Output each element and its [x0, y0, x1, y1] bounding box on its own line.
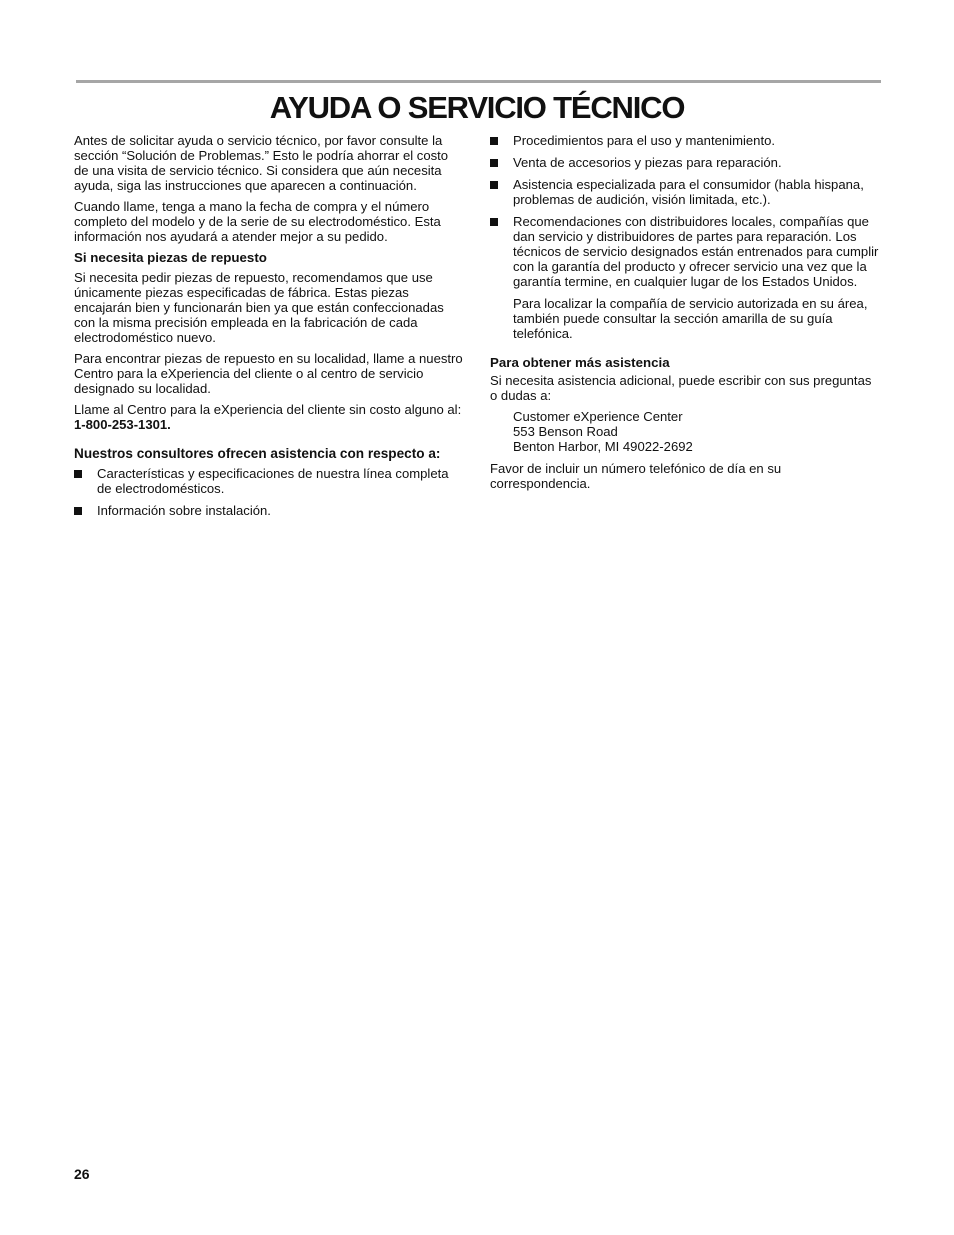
- list-item: [490, 155, 882, 170]
- intro-paragraph-2: Cuando llame, tenga a mano la fecha de compra y el número completo del modelo y de la serie de su electrodoméstico. Esta información nos ayudará a atender mejor a su pedido.: [74, 199, 441, 244]
- consult-list-left: [74, 466, 466, 518]
- header-rule: [76, 80, 881, 83]
- call-paragraph: [74, 402, 466, 432]
- consult-list-right: [490, 133, 882, 289]
- parts-heading: Si necesita piezas de repuesto: [74, 250, 267, 265]
- address-line-1: Customer eXperience Center: [513, 409, 683, 424]
- call-text: Llame al Centro para la eXperiencia del cliente sin costo alguno al:: [74, 402, 462, 417]
- bullet-square-icon: [74, 507, 82, 515]
- list-item: [490, 177, 882, 207]
- parts-paragraph-2: Para encontrar piezas de repuesto en su localidad, llame a nuestro Centro para la eXperiencia del cliente o al centro de servicio designado su localidad.: [74, 351, 463, 396]
- intro-paragraph-1: Antes de solicitar ayuda o servicio técnico, por favor consulte la sección “Solución de Problemas.” Esto le podría ahorrar el costo de una visita de servicio técnico. Si considera que aún necesita ayuda, siga las instrucciones que aparecen a continuación.: [74, 133, 449, 193]
- list-item: [490, 214, 882, 289]
- list-item: [490, 133, 882, 148]
- address-line-2: 553 Benson Road: [513, 424, 618, 439]
- list-item-text: Información sobre instalación.: [97, 503, 271, 518]
- list-item: [74, 466, 466, 496]
- parts-paragraph-1: Si necesita pedir piezas de repuesto, recomendamos que use únicamente piezas especificadas de fábrica. Estas piezas encajarán bien y funcionarán bien ya que están confeccionadas con la misma precisión empleada en la fabricación de cada electrodoméstico nuevo.: [74, 270, 444, 345]
- consult-heading: Nuestros consultores ofrecen asistencia con respecto a:: [74, 446, 441, 461]
- list-item-text: Procedimientos para el uso y mantenimiento.: [513, 133, 776, 148]
- list-item-text: Asistencia especializada para el consumidor (habla hispana, problemas de audición, visión limitada, etc.).: [513, 177, 864, 207]
- right-column: [490, 133, 882, 497]
- phone-number: 1-800-253-1301.: [74, 417, 171, 432]
- list-item-text: Venta de accesorios y piezas para reparación.: [513, 155, 782, 170]
- list-item-text: Recomendaciones con distribuidores locales, compañías que dan servicio y distribuidores de partes para reparación. Los técnicos de servicio designados están entrenados para cumplir con la garantía del producto y ofrecer servicio una vez que la garantía termine, en cualquier lugar de los Estados Unidos.: [513, 214, 879, 289]
- bullet-square-icon: [490, 159, 498, 167]
- bullet-square-icon: [490, 181, 498, 189]
- page-title: AYUDA O SERVICIO TÉCNICO: [269, 90, 685, 125]
- more-help-heading: Para obtener más asistencia: [490, 355, 670, 370]
- bullet-square-icon: [74, 470, 82, 478]
- page-number: 26: [74, 1166, 90, 1182]
- left-column: [74, 133, 466, 525]
- bullet-square-icon: [490, 137, 498, 145]
- mailing-address: [490, 409, 882, 454]
- list-item-text: Características y especificaciones de nuestra línea completa de electrodomésticos.: [97, 466, 449, 496]
- list-item: [74, 503, 466, 518]
- locate-paragraph: Para localizar la compañía de servicio autorizada en su área, también puede consultar la sección amarilla de su guía telefónica.: [513, 296, 868, 341]
- more-help-paragraph: Si necesita asistencia adicional, puede escribir con sus preguntas o dudas a:: [490, 373, 872, 403]
- closing-paragraph: Favor de incluir un número telefónico de día en su correspondencia.: [490, 461, 782, 491]
- bullet-square-icon: [490, 218, 498, 226]
- address-line-3: Benton Harbor, MI 49022-2692: [513, 439, 693, 454]
